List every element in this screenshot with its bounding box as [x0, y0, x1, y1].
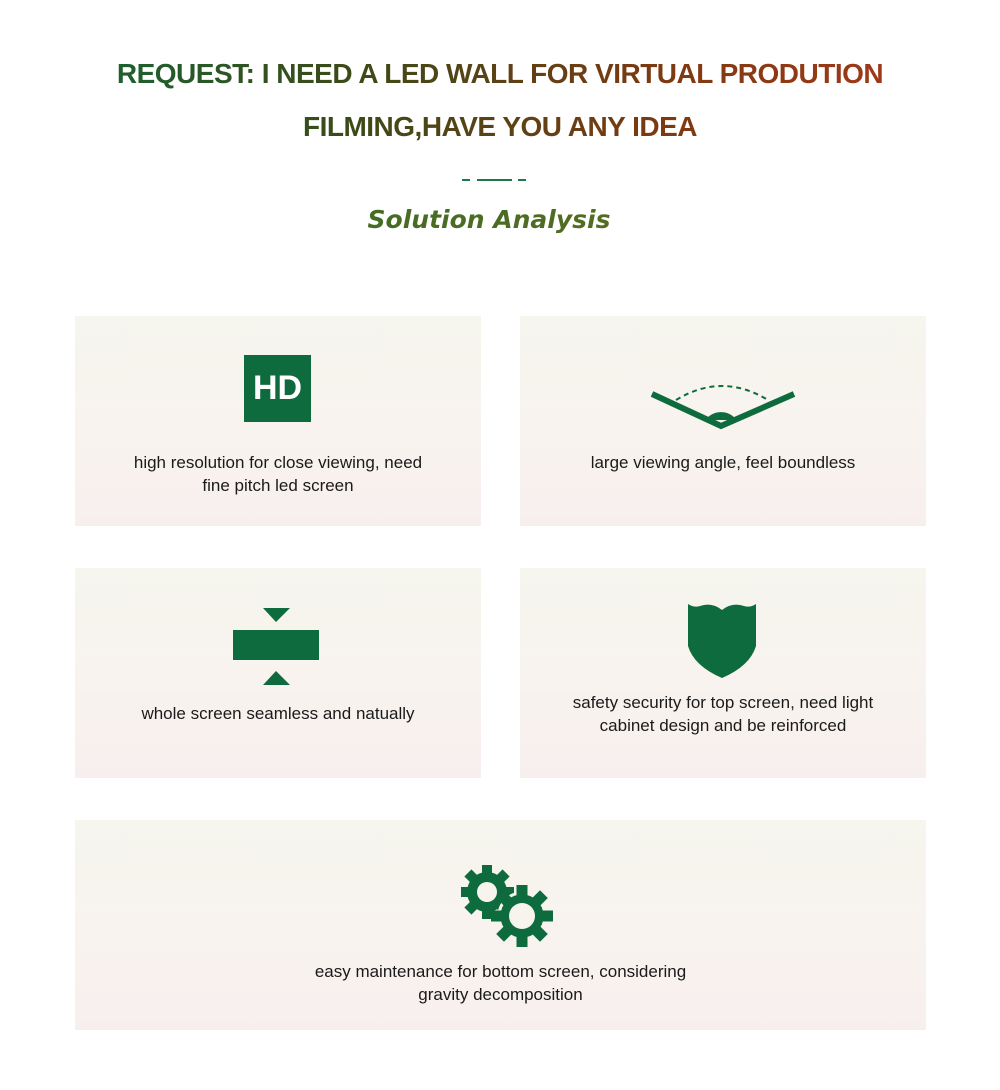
caption-line: high resolution for close viewing, need — [133, 453, 423, 472]
caption-line: whole screen seamless and natually — [141, 704, 415, 723]
divider-right-dash — [518, 179, 526, 181]
feature-card-seamless — [75, 568, 481, 778]
feature-caption — [75, 702, 481, 725]
feature-card-safety — [520, 568, 926, 778]
feature-card-maintenance — [75, 820, 926, 1030]
divider-center-bar — [477, 179, 512, 181]
page-title-line-1: REQUEST: I NEED A LED WALL FOR VIRTUAL PRODUTION — [0, 58, 1000, 90]
caption-line: safety security for top screen, need light — [572, 693, 874, 712]
feature-card-resolution — [75, 316, 481, 526]
feature-caption — [520, 451, 926, 474]
gears-icon — [461, 865, 557, 949]
viewing-angle-icon — [650, 380, 796, 430]
caption-line: fine pitch led screen — [202, 476, 354, 495]
shield-icon — [684, 600, 760, 680]
feature-caption — [75, 960, 926, 1006]
hd-icon-label: HD — [252, 369, 303, 407]
page-title-line-2: FILMING,HAVE YOU ANY IDEA — [0, 111, 1000, 143]
feature-caption — [520, 691, 926, 737]
feature-card-viewing-angle — [520, 316, 926, 526]
divider-left-dash — [462, 179, 470, 181]
feature-caption — [75, 451, 481, 497]
caption-line: large viewing angle, feel boundless — [590, 453, 856, 472]
caption-line: easy maintenance for bottom screen, considering — [314, 962, 687, 981]
hd-icon — [244, 355, 311, 422]
caption-line: gravity decomposition — [418, 985, 583, 1004]
section-subtitle: Solution Analysis — [0, 205, 978, 234]
caption-line: cabinet design and be reinforced — [599, 716, 847, 735]
seamless-icon — [233, 608, 319, 686]
